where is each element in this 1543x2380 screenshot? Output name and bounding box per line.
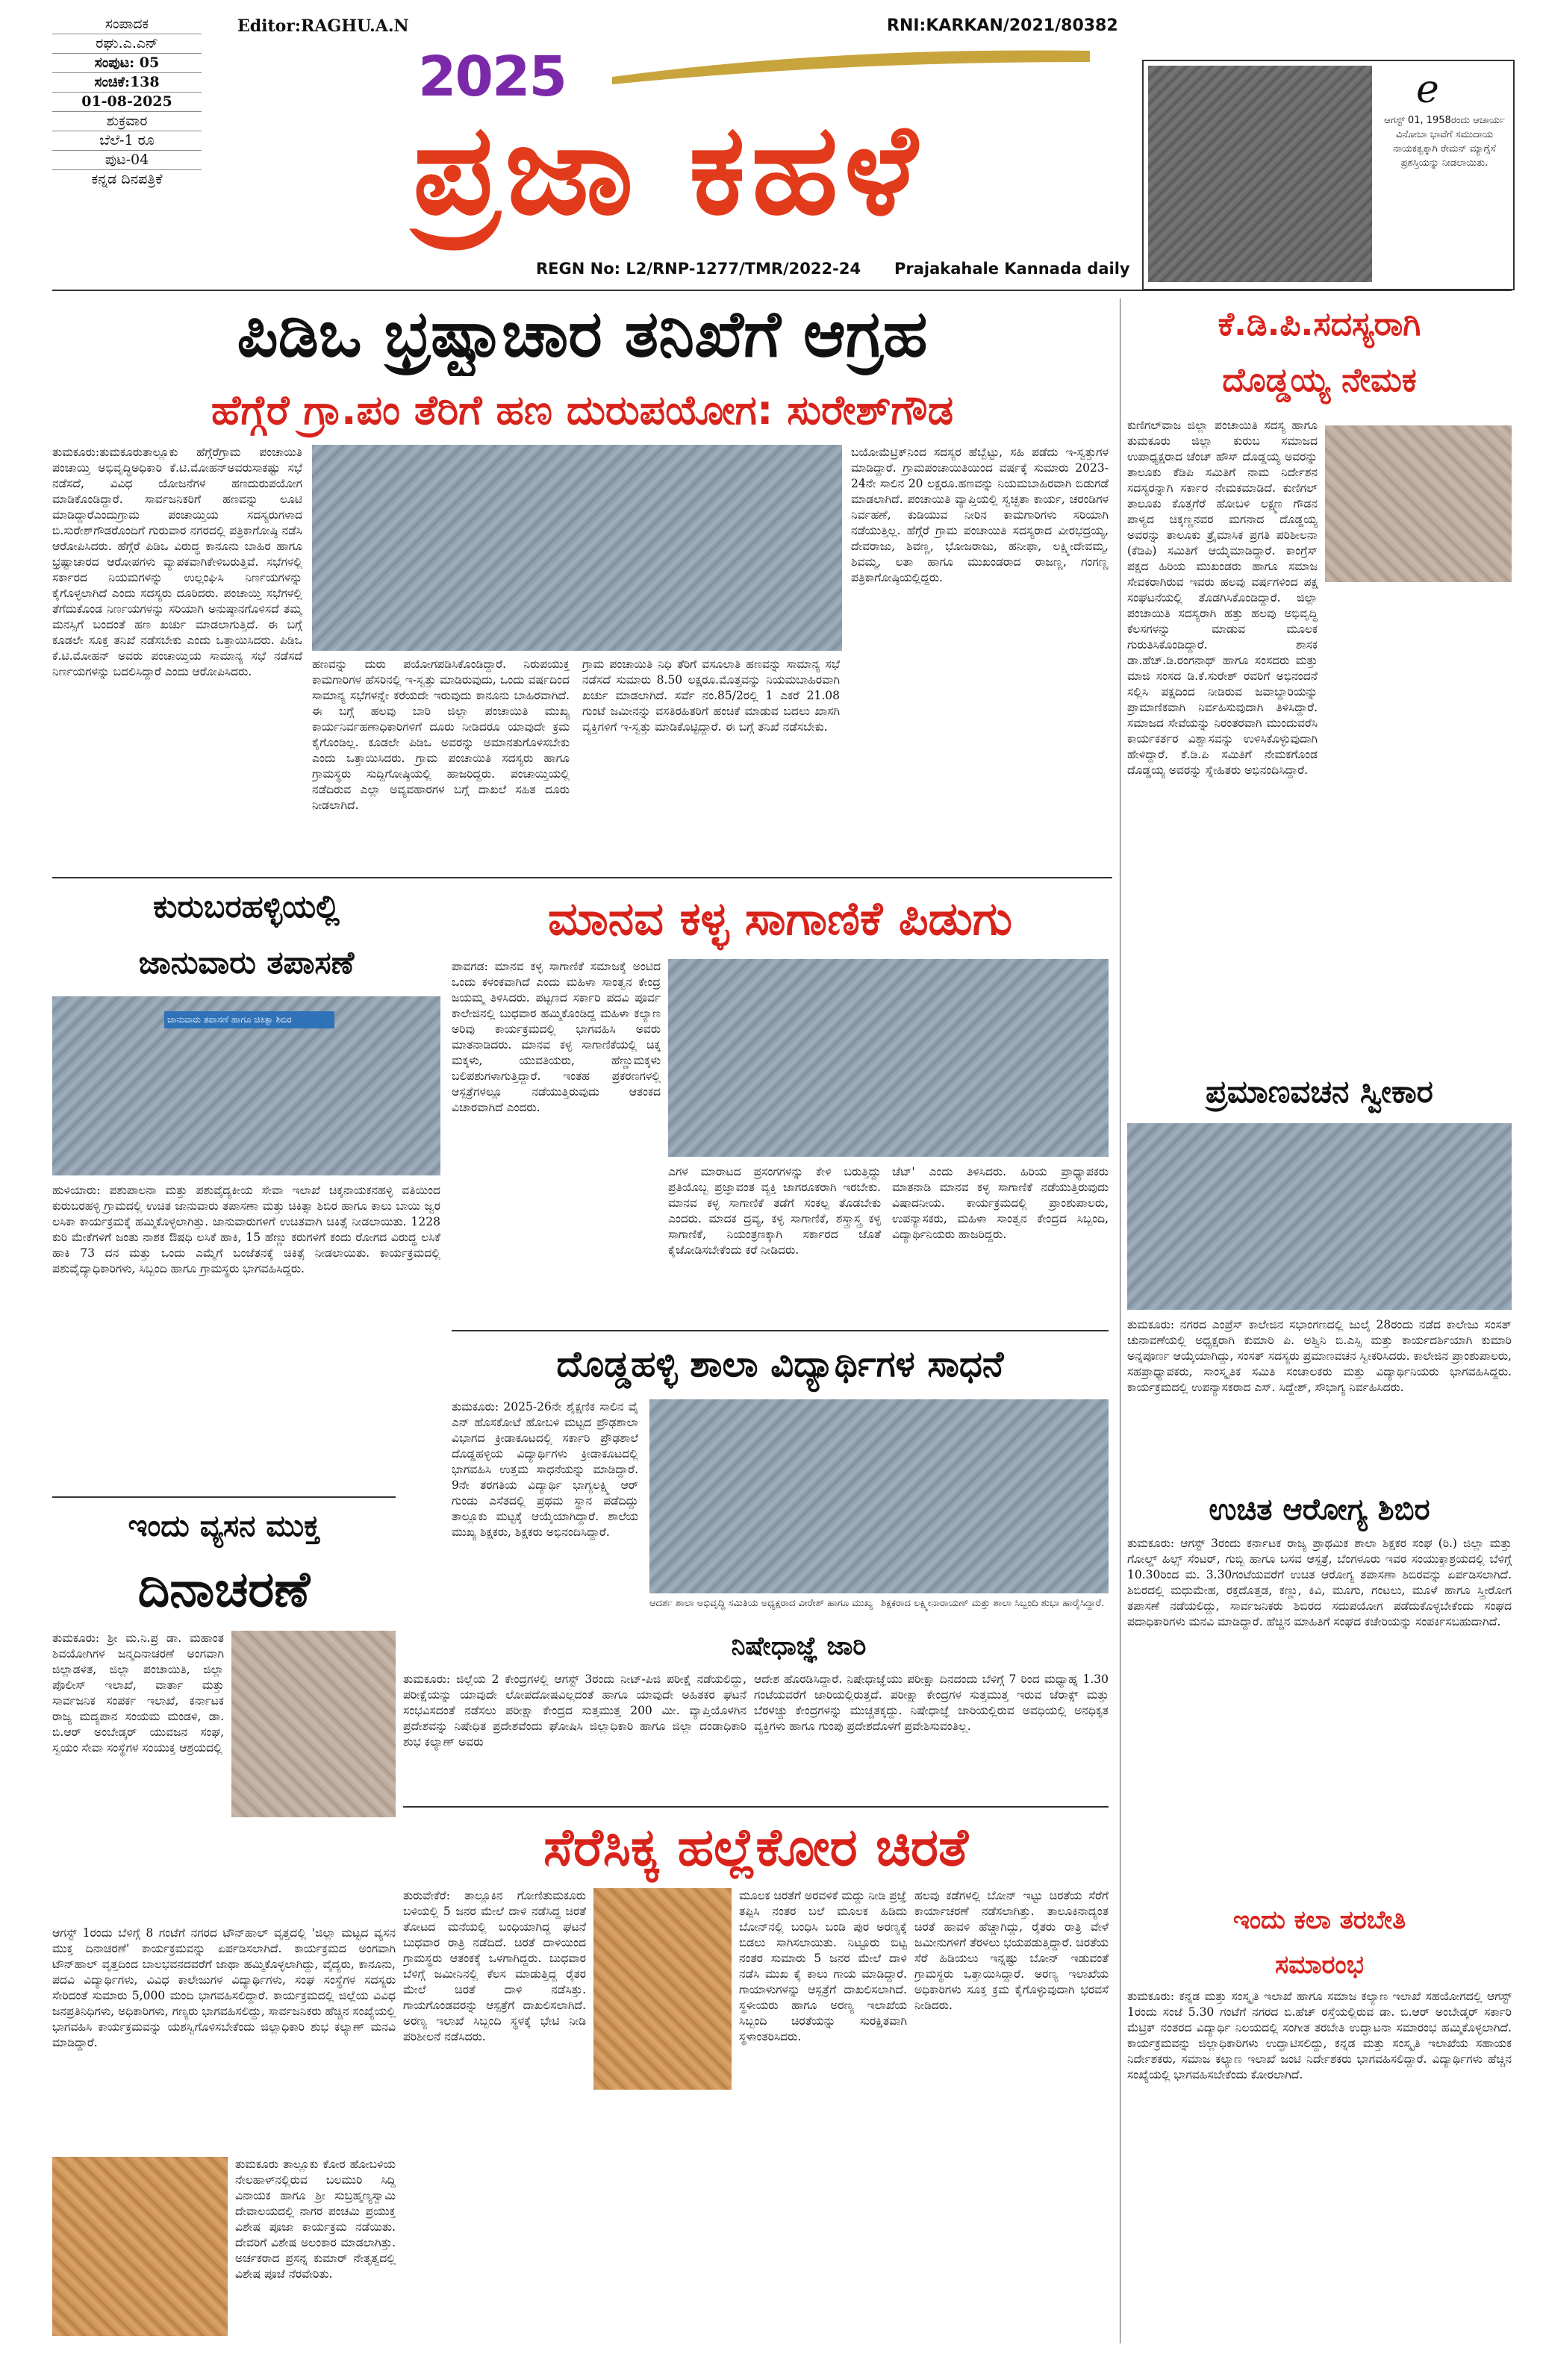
press-meet-photo: [312, 445, 842, 651]
students-photo: [649, 1399, 1109, 1593]
on-this-day-box: [1142, 60, 1515, 290]
manava-headline: ಮಾನವ ಕಳ್ಳ ಸಾಗಾಣಿಕೆ ಪಿಡುಗು: [547, 891, 1013, 946]
lead-col-3: ಗ್ರಾಮ ಪಂಚಾಯಿತಿ ನಿಧಿ ತೆರಿಗೆ ವಸೂಲಾತಿ ಹಣವನ್ನು ಸಾಮಾನ್ಯ ಸಭೆ ನಡೆಸದೆ ಸುಮಾರು 8.50 ಲಕ್ಷರೂ.ಮೊತ್ತವನ್ನು ನಿಯಮಬಾಹಿರವಾಗಿ ಖರ್ಚು ಮಾಡಲಾಗಿದೆ. ಸರ್ವೆ ನಂ.85/2ರಲ್ಲಿ 1 ಎಕರೆ 21.08 ಗುಂಟೆ ಜಮೀನನ್ನು ವಸತಿರಹಿತರಿಗೆ ಹಂಚಿಕೆ ಮಾಡುವ ಬದಲು ಖಾಸಗಿ ವ್ಯಕ್ತಿಗಳಿಗೆ ಇ-ಸ್ವತ್ತು ಮಾಡಿಕೊಟ್ಟಿದ್ದಾರೆ. ಈ ಬಗ್ಗೆ ತನಿಖೆ ನಡೆಸಬೇಕು.: [582, 658, 840, 734]
manava-col-1: ಪಾವಗಡ: ಮಾನವ ಕಳ್ಳ ಸಾಗಾಣಿಕೆ ಸಮಾಜಕ್ಕೆ ಅಂಟಿದ ಒಂದು ಕಳಂಕವಾಗಿದೆ ಎಂದು ಮಹಿಳಾ ಸಾಂತ್ವನ ಕೇಂದ್ರ ಜಯಮ್ಮ ತಿಳಿಸಿದರು. ಪಟ್ಟಣದ ಸರ್ಕಾರಿ ಪದವಿ ಪೂರ್ವ ಕಾಲೇಜಿನಲ್ಲಿ ಬುಧವಾರ ಹಮ್ಮಿಕೊಂಡಿದ್ದ ಮಹಿಳಾ ಕಲ್ಯಾಣ ಅರಿವು ಕಾರ್ಯಕ್ರಮದಲ್ಲಿ ಭಾಗವಹಿಸಿ ಅವರು ಮಾತನಾಡಿದರು. ಮಾನವ ಕಳ್ಳ ಸಾಗಾಣಿಕೆಯಲ್ಲಿ ಚಿಕ್ಕ ಮಕ್ಕಳು, ಯುವತಿಯರು, ಹೆಣ್ಣುಮಕ್ಕಳು ಬಲಿಪಶುಗಳಾಗುತ್ತಿದ್ದಾರೆ. ಇಂತಹ ಪ್ರಕರಣಗಳಲ್ಲಿ ಆಸ್ಪತ್ರೆಗಳಲ್ಲೂ ನಡೆಯುತ್ತಿರುವುದು ಆತಂಕದ ವಿಚಾರವಾಗಿದೆ ಎಂದರು.: [452, 960, 661, 1114]
kuruba-headline-1: ಕುರುಬರಹಳ್ಳಿಯಲ್ಲಿ: [153, 888, 340, 925]
nishedha-col-1: ತುಮಕೂರು: ಜಿಲ್ಲೆಯ 2 ಕೇಂದ್ರಗಳಲ್ಲಿ ಆಗಸ್ಟ್ 3ರಂದು ನೀಟ್-ಪಿಜಿ ಪರೀಕ್ಷೆ ನಡೆಯಲಿದ್ದು, ಪರೀಕ್ಷೆಯನ್ನು ಯಾವುದೇ ಲೋಪದೋಷವಿಲ್ಲದಂತೆ ಹಾಗೂ ಯಾವುದೇ ಅಹಿತಕರ ಘಟನೆ ಸಂಭವಿಸದಂತೆ ನಡೆಸಲು ಪರೀಕ್ಷಾ ಕೇಂದ್ರದ ಸುತ್ತಮುತ್ತ 200 ಮೀ. ವ್ಯಾಪ್ತಿಯೊಳಗಿನ ಪ್ರದೇಶವನ್ನು ನಿಷೇಧಿತ ಪ್ರದೇಶವೆಂದು ಘೋಷಿಸಿ ಜಿಲ್ಲಾಧಿಕಾರಿ ಹಾಗೂ ಜಿಲ್ಲಾ ದಂಡಾಧಿಕಾರಿ ಶುಭ ಕಲ್ಯಾಣ್ ಅವರು: [403, 1672, 746, 1749]
volume: ಸಂಪುಟ: 05: [52, 54, 202, 73]
oath-headline: ಪ್ರಮಾಣವಚನ ಸ್ವೀಕಾರ: [1206, 1073, 1433, 1110]
leopard-photo: [593, 1888, 732, 2090]
vinoba-photo: [1148, 66, 1372, 282]
vyasana-body-top: ತುಮಕೂರು: ಶ್ರೀ ಮ.ನಿ.ಪ್ರ ಡಾ. ಮಹಾಂತ ಶಿವಯೋಗಿಗಳ ಜನ್ಮದಿನಾಚರಣೆ ಅಂಗವಾಗಿ ಜಿಲ್ಲಾಡಳಿತ, ಜಿಲ್ಲಾ ಪಂಚಾಯಿತಿ, ಜಿಲ್ಲಾ ಪೊಲೀಸ್ ಇಲಾಖೆ, ವಾರ್ತಾ ಮತ್ತು ಸಾರ್ವಜನಿಕ ಸಂಪರ್ಕ ಇಲಾಖೆ, ಕರ್ನಾಟಕ ರಾಜ್ಯ ಮದ್ಯಪಾನ ಸಂಯಮ ಮಂಡಳಿ, ಡಾ. ಬಿ.ಆರ್ ಅಂಬೇಡ್ಕರ್ ಯುವಜನ ಸಂಘ, ಸ್ವಯಂ ಸೇವಾ ಸಂಸ್ಥೆಗಳ ಸಂಯುಕ್ತ ಆಶ್ರಯದಲ್ಲಿ: [52, 1631, 224, 1755]
oath-photo: [1127, 1123, 1512, 1310]
doddaiah-photo: [1325, 425, 1512, 582]
leopard-col-1: ತುರುವೇಕೆರೆ: ತಾಲ್ಲೂಕಿನ ಗೋಣಿತುಮಕೂರು ಬಳಿಯಲ್ಲಿ 5 ಜನರ ಮೇಲೆ ದಾಳಿ ನಡೆಸಿದ್ದ ಚಿರತೆ ತೋಟದ ಮನೆಯಲ್ಲಿ ಬಂಧಿಯಾಗಿದ್ದ ಘಟನೆ ಬುಧವಾರ ರಾತ್ರಿ ನಡೆದಿದೆ. ಚಿರತೆ ದಾಳಿಯಿಂದ ಗ್ರಾಮಸ್ಥರು ಆತಂಕಕ್ಕೆ ಒಳಗಾಗಿದ್ದರು. ಬುಧವಾರ ಬೆಳಿಗ್ಗೆ ಜಮೀನಿನಲ್ಲಿ ಕೆಲಸ ಮಾಡುತ್ತಿದ್ದ ರೈತರ ಮೇಲೆ ಚಿರತೆ ದಾಳಿ ನಡೆಸಿತ್ತು. ಗಾಯಗೊಂಡವರನ್ನು ಆಸ್ಪತ್ರೆಗೆ ದಾಖಲಿಸಲಾಗಿದೆ. ಅರಣ್ಯ ಇಲಾಖೆ ಸಿಬ್ಬಂದಿ ಸ್ಥಳಕ್ಕೆ ಭೇಟಿ ನೀಡಿ ಪರಿಶೀಲನೆ ನಡೆಸಿದರು.: [403, 1889, 586, 2043]
masthead-info-box: [52, 15, 202, 189]
doddahalli-caption-1: ಆದರ್ಶ ಶಾಲಾ ಅಭಿವೃದ್ಧಿ ಸಮಿತಿಯ ಅಧ್ಯಕ್ಷರಾದ ವೀರೇಶ್ ಹಾಗೂ ಮುಖ್ಯ: [649, 1598, 873, 1609]
kuruba-body: ಹುಳಿಯಾರು: ಪಶುಪಾಲನಾ ಮತ್ತು ಪಶುವೈದ್ಯಕೀಯ ಸೇವಾ ಇಲಾಖೆ ಚಿಕ್ಕನಾಯಕನಹಳ್ಳಿ ವತಿಯಿಂದ ಕುರುಬರಹಳ್ಳಿ ಗ್ರಾಮದಲ್ಲಿ ಉಚಿತ ಜಾನುವಾರು ತಪಾಸಣಾ ಮತ್ತು ಚಿಕಿತ್ಸಾ ಶಿಬಿರ ಹಾಗೂ ಕಾಲು ಬಾಯಿ ಜ್ವರ ಲಸಿಕಾ ಕಾರ್ಯಕ್ರಮಕ್ಕೆ ಹಮ್ಮಿಕೊಳ್ಳಲಾಗಿತ್ತು. ಜಾನುವಾರುಗಳಿಗೆ ಉಚಿತವಾಗಿ ಚಿಕಿತ್ಸೆ ನೀಡಲಾಯಿತು. 1228 ಕುರಿ ಮೇಕೆಗಳಿಗೆ ಜಂತು ನಾಶಕ ಔಷಧಿ ಲಸಿಕೆ ಹಾಕಿ, 15 ಹೆಣ್ಣು ಕರುಗಳಿಗೆ ಕಂದು ರೋಗದ ವಿರುದ್ಧ ಲಸಿಕೆ ಹಾಕಿ 73 ದನ ಮತ್ತು ಒಂದು ಎಮ್ಮೆಗೆ ಬಂಜೆತನಕ್ಕೆ ಚಿಕಿತ್ಸೆ ನೀಡಲಾಯಿತು. ಕಾರ್ಯಕ್ರಮದಲ್ಲಿ ಪಶುವೈದ್ಯಾಧಿಕಾರಿಗಳು, ಸಿಬ್ಬಂದಿ ಹಾಗೂ ಗ್ರಾಮಸ್ಥರು ಭಾಗವಹಿಸಿದ್ದರು.: [52, 1184, 440, 1275]
on-this-day-text: ಆಗಸ್ಟ್ 01, 1958ರಂದು ಆಚಾರ್ಯ ವಿನೋಬಾ ಭಾವೆಗೆ ಸಮುದಾಯ ನಾಯಕತ್ವಕ್ಕಾಗಿ ರೇಮನ್ ಮ್ಯಾಗ್ಸೆಸೆ ಪ್ರಶಸ್ತಿಯನ್ನು ನೀಡಲಾಯಿತು.: [1384, 115, 1505, 169]
masthead-rule: [52, 290, 1512, 291]
temple-photo: [52, 2157, 228, 2336]
editor-label: ಸಂಪಾದಕ: [52, 15, 202, 34]
newspaper-logo: ಪ್ರಜಾ ಕಹಳೆ: [413, 96, 923, 243]
camp-banner: ಜಾನುವಾರು ತಪಾಸಣೆ ಹಾಗೂ ಚಿಕಿತ್ಸಾ ಶಿಬಿರ: [164, 1011, 334, 1028]
kala-headline-2: ಸಮಾರಂಭ: [1275, 1950, 1364, 1980]
issue: ಸಂಚಿಕೆ:138: [52, 73, 202, 93]
kala-body: ತುಮಕೂರು: ಕನ್ನಡ ಮತ್ತು ಸಂಸ್ಕೃತಿ ಇಲಾಖೆ ಹಾಗೂ ಸಮಾಜ ಕಲ್ಯಾಣ ಇಲಾಖೆ ಸಹಯೋಗದಲ್ಲಿ ಆಗಸ್ಟ್ 1ರಂದು ಸಂಜೆ 5.30 ಗಂಟೆಗೆ ನಗರದ ಬಿ.ಹೆಚ್ ರಸ್ತೆಯಲ್ಲಿರುವ ಡಾ. ಬಿ.ಆರ್ ಅಂಬೇಡ್ಕರ್ ಸರ್ಕಾರಿ ಮೆಟ್ರಿಕ್ ನಂತರದ ವಿದ್ಯಾರ್ಥಿ ನಿಲಯದಲ್ಲಿ ಸಂಗೀತ ತರಬೇತಿ ಉದ್ಘಾಟನಾ ಸಮಾರಂಭ ಹಮ್ಮಿಕೊಳ್ಳಲಾಗಿದೆ. ಕಾರ್ಯಕ್ರಮವನ್ನು ಜಿಲ್ಲಾಧಿಕಾರಿಗಳು ಉದ್ಘಾಟಿಸಲಿದ್ದು, ಕನ್ನಡ ಮತ್ತು ಸಂಸ್ಕೃತಿ ಇಲಾಖೆಯ ಸಹಾಯಕ ನಿರ್ದೇಶಕರು, ಸಮಾಜ ಕಲ್ಯಾಣ ಇಲಾಖೆ ಜಂಟಿ ನಿರ್ದೇಶಕರು ಭಾಗವಹಿಸಲಿದ್ದಾರೆ. ವಿದ್ಯಾರ್ಥಿಗಳು ಹೆಚ್ಚಿನ ಸಂಖ್ಯೆಯಲ್ಲಿ ಭಾಗವಹಿಸಬೇಕೆಂದು ಕೋರಲಾಗಿದೆ.: [1127, 1990, 1512, 2081]
kdp-headline-2: ದೊಡ್ಡಯ್ಯ ನೇಮಕ: [1222, 361, 1417, 399]
arogya-body: ತುಮಕೂರು: ಆಗಸ್ಟ್ 3ರಂದು ಕರ್ನಾಟಕ ರಾಜ್ಯ ಪ್ರಾಥಮಿಕ ಶಾಲಾ ಶಿಕ್ಷಕರ ಸಂಘ (ರಿ.) ಜಿಲ್ಲಾ ಮತ್ತು ಗೋಲ್ಡ್ ಹಿಲ್ಸ್ ಸೆಂಟರ್, ಗುಬ್ಬಿ ಹಾಗೂ ಬಸವ ಆಸ್ಪತ್ರೆ, ಬೆಂಗಳೂರು ಇವರ ಸಂಯುಕ್ತಾಶ್ರಯದಲ್ಲಿ ಬೆಳಿಗ್ಗೆ 10.30ರಿಂದ ಮ. 3.30ಗಂಟೆಯವರೆಗೆ ಉಚಿತ ಆರೋಗ್ಯ ತಪಾಸಣಾ ಶಿಬಿರವನ್ನು ಏರ್ಪಡಿಸಲಾಗಿದೆ. ಶಿಬಿರದಲ್ಲಿ ಮಧುಮೇಹ, ರಕ್ತದೊತ್ತಡ, ಕಣ್ಣು, ಕಿವಿ, ಮೂಗು, ಗಂಟಲು, ಮೂಳೆ ಹಾಗೂ ಸ್ತ್ರೀರೋಗ ತಪಾಸಣೆ ನಡೆಯಲಿದ್ದು, ಸಾರ್ವಜನಿಕರು ಶಿಬಿರದ ಸದುಪಯೋಗ ಪಡೆದುಕೊಳ್ಳಬೇಕೆಂದು ಸಂಘದ ಪದಾಧಿಕಾರಿಗಳು ಮನವಿ ಮಾಡಿದ್ದಾರೆ. ಹೆಚ್ಚಿನ ಮಾಹಿತಿಗೆ ಸಂಘದ ಕಚೇರಿಯನ್ನು ಸಂಪರ್ಕಿಸಬಹುದಾಗಿದೆ.: [1127, 1537, 1512, 1628]
leopard-col-2: ಮೂಲಕ ಚಿರತೆಗೆ ಅರವಳಿಕೆ ಮದ್ದು ನೀಡಿ ಪ್ರಜ್ಞೆ ತಪ್ಪಿಸಿ ನಂತರ ಬಲೆ ಮೂಲಕ ಹಿಡಿದು ಬೋನ್‌ನಲ್ಲಿ ಬಂಧಿಸಿ ಬಂಡಿ ಪುರ ಅರಣ್ಯಕ್ಕೆ ಬಿಡಲು ಸಾಗಿಸಲಾಯಿತು. ನಿಟ್ಟೂರು ಬಿಟ್ಟ ನಂತರ ಸುಮಾರು 5 ಜನರ ಮೇಲೆ ದಾಳಿ ನಡೆಸಿ ಮುಖ ಕೈ ಕಾಲು ಗಾಯ ಮಾಡಿದ್ದಾರೆ. ಗಾಯಾಳುಗಳನ್ನು ಆಸ್ಪತ್ರೆಗೆ ದಾಖಲಿಸಲಾಗಿದೆ. ಸ್ಥಳೀಯರು ಹಾಗೂ ಅರಣ್ಯ ಇಲಾಖೆಯ ಸಿಬ್ಬಂದಿ ಚಿರತೆಯನ್ನು ಸುರಕ್ಷಿತವಾಗಿ ಸ್ಥಳಾಂತರಿಸಿದರು.: [739, 1889, 907, 2043]
nishedha-headline: ನಿಷೇಧಾಜ್ಞೆ ಜಾರಿ: [731, 1631, 867, 1661]
lead-subheadline: ಹೆಗ್ಗೆರೆ ಗ್ರಾ.ಪಂ ತೆರಿಗೆ ಹಣ ದುರುಪಯೋಗ: ಸುರೇಶ್‌ಗೌಡ: [211, 387, 954, 434]
lead-headline: ಪಿಡಿಒ ಭ್ರಷ್ಟಾಚಾರ ತನಿಖೆಗೆ ಆಗ್ರಹ: [237, 297, 928, 372]
oath-body: ತುಮಕೂರು: ನಗರದ ಎಂಪ್ರೆಸ್ ಕಾಲೇಜಿನ ಸಭಾಂಗಣದಲ್ಲಿ ಜುಲೈ 28ರಂದು ನಡೆದ ಕಾಲೇಜು ಸಂಸತ್ ಚುನಾವಣೆಯಲ್ಲಿ ಅಧ್ಯಕ್ಷರಾಗಿ ಕುಮಾರಿ ಪಿ. ಅಶ್ವಿನಿ ಬಿ.ಎಸ್ಸಿ ಮತ್ತು ಕಾರ್ಯದರ್ಶಿಯಾಗಿ ಕುಮಾರಿ ಅನ್ನಪೂರ್ಣ ಆಯ್ಕೆಯಾಗಿದ್ದು, ಸಂಸತ್ ಸದಸ್ಯರು ಪ್ರಮಾಣವಚನ ಸ್ವೀಕರಿಸಿದರು. ಕಾಲೇಜಿನ ಪ್ರಾಂಶುಪಾಲರು, ಸಹಪ್ರಾಧ್ಯಾಪಕರು, ಸಾಂಸ್ಕೃತಿಕ ಸಮಿತಿ ಸಂಚಾಲಕರು ಮತ್ತು ವಿದ್ಯಾರ್ಥಿನಿಯರು ಭಾಗವಹಿಸಿದ್ದರು. ಕಾರ್ಯಕ್ರಮದಲ್ಲಿ ಉಪನ್ಯಾಸಕರಾದ ಎಸ್. ಸಿದ್ದೇಶ್, ಸೌಭಾಗ್ಯ ನಿರ್ವಹಿಸಿದರು.: [1127, 1318, 1512, 1394]
lead-col-4: ಬಯೋಮೆಟ್ರಿಕ್‌ನಿಂದ ಸದಸ್ಯರ ಹೆಬ್ಬೆಟ್ಟು, ಸಹಿ ಪಡೆದು ಇ-ಸ್ವತ್ತುಗಳ ಮಾಡಿದ್ದಾರೆ. ಗ್ರಾಮಪಂಚಾಯಿತಿಯಿಂದ ವರ್ಷಕ್ಕೆ ಸುಮಾರು 2023-24ನೇ ಸಾಲಿನ 20 ಲಕ್ಷರೂ.ಹಣವನ್ನು ನಿಯಮಬಾಹಿರವಾಗಿ ಬಿಡುಗಡೆ ಮಾಡಲಾಗಿದೆ. ಪಂಚಾಯಿತಿ ವ್ಯಾಪ್ತಿಯಲ್ಲಿ ಸ್ವಚ್ಛತಾ ಕಾರ್ಯ, ಚರಂಡಿಗಳ ನಿರ್ವಹಣೆ, ಕುಡಿಯುವ ನೀರಿನ ಕಾಮಗಾರಿಗಳು ಸರಿಯಾಗಿ ನಡೆಯುತ್ತಿಲ್ಲ. ಹೆಗ್ಗೆರೆ ಗ್ರಾಮ ಪಂಚಾಯಿತಿ ಸದಸ್ಯರಾದ ವೀರಭದ್ರಯ್ಯ, ದೇವರಾಜು, ಶಿವಣ್ಣ, ಭೋಜರಾಜು, ಹನೀಫಾ, ಲಕ್ಷ್ಮೀದೇವಮ್ಮ, ಶಿವಮ್ಮ, ಲತಾ ಹಾಗೂ ಮುಖಂಡರಾದ ರಾಜಣ್ಣ, ಗಂಗಣ್ಣ ಪತ್ರಿಕಾಗೋಷ್ಠಿಯಲ್ಲಿದ್ದರು.: [851, 446, 1109, 584]
horn-icon: [612, 43, 1090, 88]
arogya-headline: ಉಚಿತ ಆರೋಗ್ಯ ಶಿಬಿರ: [1209, 1493, 1430, 1527]
kuruba-headline-2: ಜಾನುವಾರು ತಪಾಸಣೆ: [138, 944, 355, 981]
e-paper-icon: e: [1416, 67, 1439, 112]
kdp-body: ಕುಣಿಗಲ್‌ವಾಜ ಜಿಲ್ಲಾ ಪಂಚಾಯಿತಿ ಸದಸ್ಯ ಹಾಗೂ ತುಮಕೂರು ಜಿಲ್ಲಾ ಕುರುಬ ಸಮಾಜದ ಉಪಾಧ್ಯಕ್ಷರಾದ ಚೆಂಚ್ ಹೌಸ್ ದೊಡ್ಡಯ್ಯ ಅವರನ್ನು ತಾಲೂಕು ಕೆಡಿಪಿ ಸಮಿತಿಗೆ ನಾಮ ನಿರ್ದೇಶನ ಸದಸ್ಯರನ್ನಾಗಿ ಸರ್ಕಾರ ನೇಮಕಮಾಡಿದೆ. ಕುಣಿಗಲ್ ತಾಲೂಕು ಕೊತ್ತಗೆರೆ ಹೋಬಳಿ ಲಕ್ಷ್ಮಣ ಗೌಡನ ಪಾಳ್ಯದ ಚಿಕ್ಕಣ್ಣನವರ ಮಗನಾದ ದೊಡ್ಡಯ್ಯ ಅವರನ್ನು ತಾಲೂಕು ತ್ರೈಮಾಸಿಕ ಪ್ರಗತಿ ಪರಿಶೀಲನಾ (ಕೆಡಿಪಿ) ಸಮಿತಿಗೆ ಆಯ್ಕೆಮಾಡಿದ್ದಾರೆ. ಕಾಂಗ್ರೆಸ್ ಪಕ್ಷದ ಹಿರಿಯ ಮುಖಂಡರು ಹಾಗೂ ಸಮಾಜ ಸೇವಕರಾಗಿರುವ ಇವರು ಹಲವು ವರ್ಷಗಳಿಂದ ಪಕ್ಷ ಸಂಘಟನೆಯಲ್ಲಿ ತೊಡಗಿಸಿಕೊಂಡಿದ್ದಾರೆ. ಜಿಲ್ಲಾ ಪಂಚಾಯಿತಿ ಸದಸ್ಯರಾಗಿ ಹತ್ತು ಹಲವು ಅಭಿವೃದ್ಧಿ ಕೆಲಸಗಳನ್ನು ಮಾಡುವ ಮೂಲಕ ಗುರುತಿಸಿಕೊಂಡಿದ್ದಾರೆ. ಶಾಸಕ ಡಾ.ಹೆಚ್.ಡಿ.ರಂಗನಾಥ್ ಹಾಗೂ ಸಂಸದರು ಮತ್ತು ಮಾಜಿ ಸಂಸದ ಡಿ.ಕೆ.ಸುರೇಶ್ ರವರಿಗೆ ಅಭಿನಂದನೆ ಸಲ್ಲಿಸಿ ಪಕ್ಷದಿಂದ ನೀಡಿರುವ ಜವಾಬ್ದಾರಿಯನ್ನು ಪ್ರಾಮಾಣಿಕವಾಗಿ ನಿರ್ವಹಿಸುವುದಾಗಿ ತಿಳಿಸಿದ್ದಾರೆ. ಸಮಾಜದ ಸೇವೆಯನ್ನು ನಿರಂತರವಾಗಿ ಮುಂದುವರೆಸಿ ಕಾರ್ಯಕರ್ತರ ವಿಶ್ವಾಸವನ್ನು ಉಳಿಸಿಕೊಳ್ಳುವುದಾಗಿ ಹೇಳಿದ್ದಾರೆ. ಕೆ.ಡಿ.ಪಿ ಸಮಿತಿಗೆ ನೇಮಕಗೊಂಡ ದೊಡ್ಡಯ್ಯ ಅವರನ್ನು ಸ್ನೇಹಿತರು ಅಭಿನಂದಿಸಿದ್ದಾರೆ.: [1127, 419, 1318, 777]
nishedha-col-2: ಆದೇಶ ಹೊರಡಿಸಿದ್ದಾರೆ. ನಿಷೇಧಾಜ್ಞೆಯು ಪರೀಕ್ಷಾ ದಿನದಂದು ಬೆಳಿಗ್ಗೆ 7 ರಿಂದ ಮಧ್ಯಾಹ್ನ 1.30 ಗಂಟೆಯವರೆಗೆ ಜಾರಿಯಲ್ಲಿರುತ್ತದೆ. ಪರೀಕ್ಷಾ ಕೇಂದ್ರಗಳ ಸುತ್ತಮುತ್ತ ಇರುವ ಜೆರಾಕ್ಸ್ ಮತ್ತು ಬೆರಳಚ್ಚು ಕೇಂದ್ರಗಳನ್ನು ಮುಚ್ಚತಕ್ಕದ್ದು. ನಿಷೇಧಾಜ್ಞೆ ಜಾರಿಯಲ್ಲಿರುವ ಅವಧಿಯಲ್ಲಿ ಅನಧಿಕೃತ ವ್ಯಕ್ತಿಗಳು ಹಾಗೂ ಗುಂಪು ಪ್ರದೇಶದೊಳಗೆ ಪ್ರವೇಶಿಸುವಂತಿಲ್ಲ.: [754, 1672, 1109, 1733]
kdp-headline-1: ಕೆ.ಡಿ.ಪಿ.ಸದಸ್ಯರಾಗಿ: [1218, 305, 1421, 343]
temple-body: ತುಮಕೂರು ತಾಲ್ಲೂಕು ಕೋರ ಹೋಬಳಿಯ ನೇಲಹಾಳ್‌ನಲ್ಲಿರುವ ಬಲಮುರಿ ಸಿದ್ದಿ ವಿನಾಯಕ ಹಾಗೂ ಶ್ರೀ ಸುಬ್ರಹ್ಮಣ್ಯಸ್ವಾಮಿ ದೇವಾಲಯದಲ್ಲಿ ನಾಗರ ಪಂಚಮಿ ಪ್ರಯುಕ್ತ ವಿಶೇಷ ಪೂಜಾ ಕಾರ್ಯಕ್ರಮ ನಡೆಯಿತು. ದೇವರಿಗೆ ವಿಶೇಷ ಅಲಂಕಾರ ಮಾಡಲಾಗಿತ್ತು. ಅರ್ಚಕರಾದ ಪ್ರಸನ್ನ ಕುಮಾರ್ ನೇತೃತ್ವದಲ್ಲಿ ವಿಶೇಷ ಪೂಜೆ ನೆರವೇರಿತು.: [235, 2158, 396, 2281]
weekday: ಶುಕ್ರವಾರ: [52, 112, 202, 131]
kala-headline-1: ಇಂದು ಕಲಾ ತರಬೇತಿ: [1232, 1905, 1406, 1935]
editor-name: ರಘು.ಎ.ಎನ್: [52, 34, 202, 54]
doddahalli-body: ತುಮಕೂರು: 2025-26ನೇ ಶೈಕ್ಷಣಿಕ ಸಾಲಿನ ವೈ ಎನ್ ಹೊಸಕೋಟೆ ಹೋಬಳಿ ಮಟ್ಟದ ಪ್ರೌಢಶಾಲಾ ವಿಭಾಗದ ಕ್ರೀಡಾಕೂಟದಲ್ಲಿ ಸರ್ಕಾರಿ ಪ್ರೌಢಶಾಲೆ ದೊಡ್ಡಹಳ್ಳಿಯ ವಿದ್ಯಾರ್ಥಿಗಳು ಕ್ರೀಡಾಕೂಟದಲ್ಲಿ ಭಾಗವಹಿಸಿ ಉತ್ತಮ ಸಾಧನೆಯನ್ನು ಮಾಡಿದ್ದಾರೆ. 9ನೇ ತರಗತಿಯ ವಿದ್ಯಾರ್ಥಿ ಭಾಗ್ಯಲಕ್ಷ್ಮಿ ಆರ್ ಗುಂಡು ಎಸೆತದಲ್ಲಿ ಪ್ರಥಮ ಸ್ಥಾನ ಪಡೆದಿದ್ದು ತಾಲ್ಲೂಕು ಮಟ್ಟಕ್ಕೆ ಆಯ್ಕೆಯಾಗಿದ್ದಾರೆ. ಶಾಲೆಯ ಮುಖ್ಯ ಶಿಕ್ಷಕರು, ಶಿಕ್ಷಕರು ಅಭಿನಂದಿಸಿದ್ದಾರೆ.: [452, 1400, 638, 1539]
editor-credit: Editor:RAGHU.A.N: [237, 16, 409, 36]
vyasana-headline-2: ದಿನಾಚರಣೆ: [137, 1561, 311, 1618]
rule: [52, 1496, 396, 1498]
tagline: Prajakahale Kannada daily: [894, 260, 1130, 278]
leopard-headline: ಸೆರೆಸಿಕ್ಕ ಹಲ್ಲೆಕೋರ ಚಿರತೆ: [543, 1817, 968, 1878]
cattle-camp-photo: [52, 996, 440, 1175]
rni-number: RNI:KARKAN/2021/80382: [887, 16, 1118, 35]
lead-col-1: ತುಮಕೂರು:ತುಮಕೂರುತಾಲ್ಲೂಕು ಹೆಗ್ಗೆರೆಗ್ರಾಮ ಪಂಚಾಯಿತಿ ಪಂಚಾಯ್ತಿ ಅಭಿವೃದ್ಧಿಅಧಿಕಾರಿ ಕೆ.ಟಿ.ಮೋಹನ್‌ಅವರುಸಾಕಷ್ಟು ಸಭೆ ನಡೆಸದೆ, ವಿವಿಧ ಯೋಜನೆಗಳ ಹಣದುರುಪಯೋಗ ಮಾಡಿಕೊಂಡಿದ್ದಾರೆ. ಸಾರ್ವಜನಿಕರಿಗೆ ಹಣವನ್ನು ಲೂಟಿ ಮಾಡಿದ್ದಾರೆಎಂದುಗ್ರಾಮ ಪಂಚಾಯ್ತಿಯ ಸದಸ್ಯರುಗಳಾದ ಬಿ.ಸುರೇಶ್‌ಗೌಡರೊಂದಿಗೆ ಗುರುವಾರ ನಗರದಲ್ಲಿ ಪತ್ರಿಕಾಗೋಷ್ಠಿ ನಡೆಸಿ ಆರೋಪಿಸಿದರು. ಹೆಗ್ಗೆರೆ ಪಿಡಿಒ ವಿರುದ್ಧ ಕಾನೂನು ಬಾಹಿರ ಹಾಗೂ ಭ್ರಷ್ಟಾಚಾರದ ಆರೋಪಗಳು ವ್ಯಾಪಕವಾಗಿಕೇಳಿಬರುತ್ತಿವೆ. ಸಭೆಗಳಲ್ಲಿ ಸರ್ಕಾರದ ನಿಯಮಗಳನ್ನು ಉಲ್ಲಂಘಿಸಿ ನಿರ್ಣಯಗಳನ್ನು ಕೈಗೊಳ್ಳಲಾಗಿದೆ ಎಂದು ಸದಸ್ಯರು ದೂರಿದರು. ಪಂಚಾಯ್ತಿ ಸಭೆಗಳಲ್ಲಿ ತೆಗೆದುಕೊಂಡ ನಿರ್ಣಯಗಳನ್ನು ಸರಿಯಾಗಿ ಅನುಷ್ಠಾನಗೊಳಿಸದೆ ತಮ್ಮ ಮನಸ್ಸಿಗೆ ಬಂದಂತೆ ಹಣ ಖರ್ಚು ಮಾಡಲಾಗುತ್ತಿದೆ. ಈ ಬಗ್ಗೆ ಕೂಡಲೇ ಸೂಕ್ತ ತನಿಖೆ ನಡೆಸಬೇಕು ಎಂದು ಒತ್ತಾಯಿಸಿದರು. ಪಿಡಿಒ ಕೆ.ಟಿ.ಮೋಹನ್ ಅವರು ಪಂಚಾಯ್ತಿಯ ಸಾಮಾನ್ಯ ಸಭೆ ನಡೆಸದೆ ನಿರ್ಣಯಗಳನ್ನು ಬದಲಿಸಿದ್ದಾರೆ ಎಂದು ಆರೋಪಿಸಿದರು.: [52, 446, 302, 678]
doddahalli-headline: ದೊಡ್ಡಹಳ್ಳಿ ಶಾಲಾ ವಿದ್ಯಾರ್ಥಿಗಳ ಸಾಧನೆ: [556, 1343, 1004, 1385]
collector-photo: [231, 1631, 396, 1817]
rule: [403, 1806, 1109, 1808]
lead-col-2: ಹಣವನ್ನು ದುರು ಪಯೋಗಪಡಿಸಿಕೊಂಡಿದ್ದಾರೆ. ನಿರುಪಯುಕ್ತ ಕಾಮಗಾರಿಗಳ ಹೆಸರಿನಲ್ಲಿ ಇ-ಸ್ವತ್ತು ಮಾಡಿರುವುದು, ಒಂದು ವರ್ಷದಿಂದ ಸಾಮಾನ್ಯ ಸಭೆಗಳನ್ನೇ ಕರೆಯದೇ ಇರುವುದು ಕಾನೂನು ಬಾಹಿರವಾಗಿದೆ. ಈ ಬಗ್ಗೆ ಹಲವು ಬಾರಿ ಜಿಲ್ಲಾ ಪಂಚಾಯಿತಿ ಮುಖ್ಯ ಕಾರ್ಯನಿರ್ವಹಣಾಧಿಕಾರಿಗಳಿಗೆ ದೂರು ನೀಡಿದರೂ ಯಾವುದೇ ಕ್ರಮ ಕೈಗೊಂಡಿಲ್ಲ. ಕೂಡಲೇ ಪಿಡಿಒ ಅವರನ್ನು ಅಮಾನತುಗೊಳಿಸಬೇಕು ಎಂದು ಒತ್ತಾಯಿಸಿದರು. ಗ್ರಾಮ ಪಂಚಾಯಿತಿ ಸದಸ್ಯರು ಹಾಗೂ ಗ್ರಾಮಸ್ಥರು ಸುದ್ದಿಗೋಷ್ಠಿಯಲ್ಲಿ ಹಾಜರಿದ್ದರು. ಪಂಚಾಯ್ತಿಯಲ್ಲಿ ನಡೆದಿರುವ ಎಲ್ಲಾ ಅವ್ಯವಹಾರಗಳ ಬಗ್ಗೆ ದಾಖಲೆ ಸಹಿತ ದೂರು ನೀಡಲಾಗಿದೆ.: [312, 658, 570, 812]
manava-col-3: ಚೆಟ್' ಎಂದು ತಿಳಿಸಿದರು. ಹಿರಿಯ ಪ್ರಾಧ್ಯಾಪಕರು ಮಾತನಾಡಿ ಮಾನವ ಕಳ್ಳ ಸಾಗಾಣಿಕೆ ನಡೆಯುತ್ತಿರುವುದು ವಿಷಾದನೀಯ. ಕಾರ್ಯಕ್ರಮದಲ್ಲಿ ಪ್ರಾಂಶುಪಾಲರು, ಉಪನ್ಯಾಸಕರು, ಮಹಿಳಾ ಸಾಂತ್ವನ ಕೇಂದ್ರದ ಸಿಬ್ಬಂದಿ, ವಿದ್ಯಾರ್ಥಿನಿಯರು ಹಾಜರಿದ್ದರು.: [892, 1165, 1109, 1241]
manava-photo: [668, 959, 1109, 1157]
leopard-col-3: ಹಲವು ಕಡೆಗಳಲ್ಲಿ ಬೋನ್ ಇಟ್ಟು ಚಿರತೆಯ ಸೆರೆಗೆ ಕಾರ್ಯಾಚರಣೆ ನಡೆಸಲಾಗಿತ್ತು. ತಾಲೂಕಿನಾದ್ಯಂತ ಚಿರತೆ ಹಾವಳಿ ಹೆಚ್ಚಾಗಿದ್ದು, ರೈತರು ರಾತ್ರಿ ವೇಳೆ ಜಮೀನುಗಳಿಗೆ ತೆರಳಲು ಭಯಪಡುತ್ತಿದ್ದಾರೆ. ಚಿರತೆಯ ಸೆರೆ ಹಿಡಿಯಲು ಇನ್ನಷ್ಟು ಬೋನ್ ಇಡುವಂತೆ ಗ್ರಾಮಸ್ಥರು ಒತ್ತಾಯಿಸಿದ್ದಾರೆ. ಅರಣ್ಯ ಇಲಾಖೆಯ ಅಧಿಕಾರಿಗಳು ಸೂಕ್ತ ಕ್ರಮ ಕೈಗೊಳ್ಳುವುದಾಗಿ ಭರವಸೆ ನೀಡಿದರು.: [914, 1889, 1109, 2012]
manava-col-2: ಎಗಳ ಮಾರಾಟದ ಪ್ರಸಂಗಗಳನ್ನು ಕೇಳಿ ಬರುತ್ತಿದ್ದು ಪ್ರತಿಯೊಬ್ಬ ಪ್ರಜ್ಞಾವಂತ ವ್ಯಕ್ತಿ ಜಾಗರೂಕರಾಗಿ ಇರಬೇಕು. ಮಾನವ ಕಳ್ಳ ಸಾಗಾಣಿಕೆ ತಡೆಗೆ ಸಂಕಲ್ಪ ತೊಡಬೇಕು ಎಂದರು. ಮಾದಕ ದ್ರವ್ಯ, ಕಳ್ಳ ಸಾಗಾಣಿಕೆ, ಶಸ್ತ್ರಾಸ್ತ್ರ ಕಳ್ಳ ಸಾಗಾಣಿಕೆ, ನಿಯಂತ್ರಣಕ್ಕಾಗಿ ಸರ್ಕಾರದ ಜೊತೆ ಕೈಜೋಡಿಸಬೇಕೆಂದು ಕರೆ ನೀಡಿದರು.: [668, 1165, 881, 1257]
date: 01-08-2025: [52, 93, 202, 112]
pages: ಪುಟ-04: [52, 151, 202, 170]
vyasana-body-bottom: ಆಗಸ್ಟ್ 1ರಂದು ಬೆಳಿಗ್ಗೆ 8 ಗಂಟೆಗೆ ನಗರದ ಟೌನ್‌ಹಾಲ್ ವೃತ್ತದಲ್ಲಿ 'ಜಿಲ್ಲಾ ಮಟ್ಟದ ವ್ಯಸನ ಮುಕ್ತ ದಿನಾಚರಣೆ' ಕಾರ್ಯಕ್ರಮವನ್ನು ಏರ್ಪಡಿಸಲಾಗಿದೆ. ಕಾರ್ಯಕ್ರಮದ ಅಂಗವಾಗಿ ಟೌನ್‌ಹಾಲ್ ವೃತ್ತದಿಂದ ಬಾಲಭವನದವರೆಗೆ ಜಾಥಾ ಹಮ್ಮಿಕೊಳ್ಳಲಾಗಿದ್ದು, ವೈದ್ಯರು, ಕಾನೂನು, ಪದವಿ ವಿದ್ಯಾರ್ಥಿಗಳು, ವಿವಿಧ ಕಾಲೇಜುಗಳ ವಿದ್ಯಾರ್ಥಿಗಳು, ಸಂಘ ಸಂಸ್ಥೆಗಳ ಸದಸ್ಯರು ಸೇರಿದಂತೆ ಸುಮಾರು 5,000 ಮಂದಿ ಭಾಗವಹಿಸಲಿದ್ದಾರೆ. ಕಾರ್ಯಕ್ರಮದಲ್ಲಿ ಜಿಲ್ಲೆಯ ವಿವಿಧ ಜನಪ್ರತಿನಿಧಿಗಳು, ಅಧಿಕಾರಿಗಳು, ಗಣ್ಯರು ಭಾಗವಹಿಸಲಿದ್ದು, ಸಾರ್ವಜನಿಕರು ಹೆಚ್ಚಿನ ಸಂಖ್ಯೆಯಲ್ಲಿ ಭಾಗವಹಿಸಿ ಕಾರ್ಯಕ್ರಮವನ್ನು ಯಶಸ್ವಿಗೊಳಿಸಬೇಕೆಂದು ಜಿಲ್ಲಾಧಿಕಾರಿ ಶುಭ ಕಲ್ಯಾಣ್ ಮನವಿ ಮಾಡಿದ್ದಾರೆ.: [52, 1926, 396, 2049]
logo-year: 2025: [418, 45, 566, 109]
rule: [52, 877, 1112, 878]
horn-graphic: [612, 43, 1090, 88]
paper-type: ಕನ್ನಡ ದಿನಪತ್ರಿಕೆ: [91, 171, 163, 187]
price: ಬೆಲೆ-1 ರೂ: [52, 131, 202, 151]
rule: [452, 1330, 1109, 1331]
regn-number: REGN No: L2/RNP-1277/TMR/2022-24: [536, 260, 861, 278]
vyasana-headline-1: ಇಂದು ವ್ಯಸನ ಮುಕ್ತ: [128, 1509, 320, 1543]
doddahalli-caption-2: ಶಿಕ್ಷಕರಾದ ಲಕ್ಷ್ಮೀನಾರಾಯಣ್ ಮತ್ತು ಶಾಲಾ ಸಿಬ್ಬಂದಿ ಶುಭಾ ಹಾರೈಸಿದ್ದಾರೆ.: [881, 1598, 1105, 1609]
